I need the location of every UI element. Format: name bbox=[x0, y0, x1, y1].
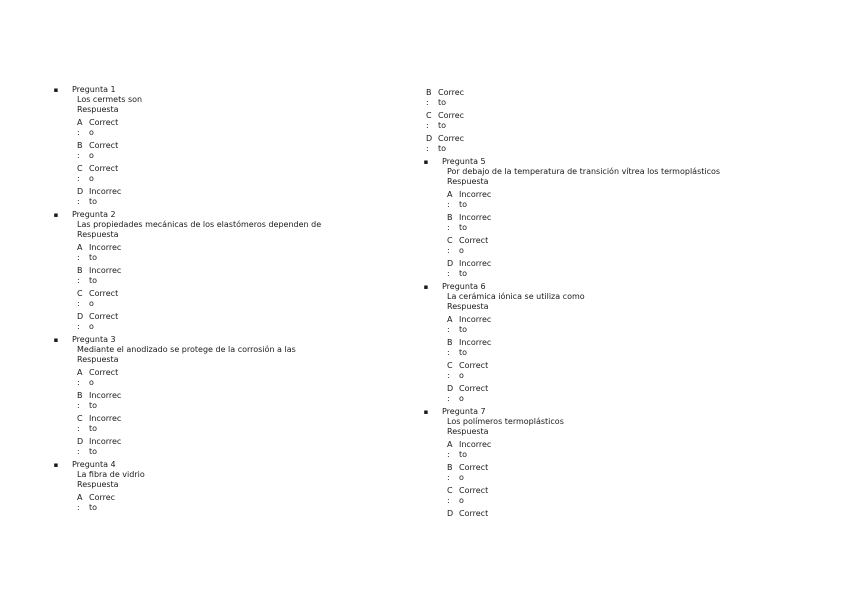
option-status-cont: to bbox=[89, 424, 98, 433]
option-row bbox=[77, 312, 391, 322]
option-colon: : bbox=[447, 223, 450, 232]
option-letter: B bbox=[447, 213, 453, 222]
answer-option bbox=[77, 187, 391, 207]
option-row bbox=[77, 414, 391, 424]
option-status: Incorrec bbox=[459, 315, 492, 324]
option-status-cont: to bbox=[459, 325, 468, 334]
option-row-cont bbox=[77, 401, 391, 411]
option-row bbox=[447, 315, 761, 325]
question-text: La cerámica iónica se utiliza como bbox=[447, 292, 585, 301]
option-row-cont bbox=[447, 269, 761, 279]
bullet-icon: ▪ bbox=[53, 86, 59, 94]
question-item bbox=[51, 210, 391, 332]
question-text: Mediante el anodizado se protege de la corrosión a las bbox=[77, 345, 296, 354]
option-letter: B bbox=[447, 463, 453, 472]
question-body bbox=[72, 345, 391, 457]
answer-option bbox=[77, 368, 391, 388]
option-letter: D bbox=[77, 437, 84, 446]
option-colon: : bbox=[447, 269, 450, 278]
option-row bbox=[77, 141, 391, 151]
option-row-cont bbox=[426, 144, 761, 154]
question-item bbox=[421, 157, 761, 279]
option-status: Correc bbox=[438, 134, 465, 143]
bullet-icon: ▪ bbox=[423, 283, 429, 291]
option-row bbox=[447, 384, 761, 394]
bullet-icon: ▪ bbox=[53, 336, 59, 344]
option-row-cont bbox=[447, 246, 761, 256]
option-row-cont bbox=[447, 325, 761, 335]
option-letter: C bbox=[77, 414, 83, 423]
option-status: Correct bbox=[459, 509, 489, 518]
option-status-cont: to bbox=[459, 269, 468, 278]
answer-option bbox=[447, 338, 761, 358]
answer-option bbox=[447, 361, 761, 381]
option-row bbox=[426, 88, 761, 98]
option-status: Correct bbox=[89, 141, 119, 150]
option-status-cont: o bbox=[459, 371, 464, 380]
option-row bbox=[77, 118, 391, 128]
answer-option bbox=[447, 486, 761, 506]
continued-options bbox=[421, 88, 761, 154]
option-status: Correct bbox=[89, 312, 119, 321]
question-item bbox=[51, 460, 391, 513]
option-colon: : bbox=[447, 496, 450, 505]
option-row bbox=[77, 368, 391, 378]
answer-option bbox=[447, 509, 761, 519]
option-status: Incorrec bbox=[459, 338, 492, 347]
answer-option bbox=[77, 437, 391, 457]
answer-label: Respuesta bbox=[77, 105, 119, 114]
option-row-cont bbox=[447, 450, 761, 460]
option-status-cont: to bbox=[89, 197, 98, 206]
option-letter: B bbox=[77, 141, 83, 150]
option-row-cont bbox=[447, 200, 761, 210]
option-status-cont: o bbox=[459, 496, 464, 505]
option-status-cont: o bbox=[89, 322, 94, 331]
option-row-cont bbox=[77, 276, 391, 286]
question-body bbox=[72, 220, 391, 332]
option-row-cont bbox=[426, 121, 761, 131]
option-status-cont: o bbox=[89, 128, 94, 137]
option-row-cont bbox=[77, 151, 391, 161]
option-letter: A bbox=[77, 493, 83, 502]
option-colon: : bbox=[426, 144, 429, 153]
answer-label: Respuesta bbox=[447, 177, 489, 186]
option-colon: : bbox=[447, 348, 450, 357]
option-colon: : bbox=[77, 299, 80, 308]
option-status-cont: o bbox=[89, 151, 94, 160]
option-letter: D bbox=[77, 187, 84, 196]
answer-option bbox=[447, 190, 761, 210]
option-status-cont: to bbox=[438, 121, 447, 130]
option-letter: B bbox=[447, 338, 453, 347]
option-status: Incorrec bbox=[89, 391, 122, 400]
answer-label: Respuesta bbox=[77, 355, 119, 364]
option-status: Correc bbox=[438, 88, 465, 97]
option-colon: : bbox=[447, 473, 450, 482]
option-status: Correct bbox=[89, 164, 119, 173]
option-letter: B bbox=[426, 88, 432, 97]
option-row bbox=[447, 463, 761, 473]
option-letter: C bbox=[426, 111, 432, 120]
option-colon: : bbox=[77, 378, 80, 387]
option-row-cont bbox=[77, 503, 391, 513]
answer-option bbox=[77, 266, 391, 286]
option-status-cont: to bbox=[438, 98, 447, 107]
option-colon: : bbox=[426, 121, 429, 130]
option-status-cont: o bbox=[89, 378, 94, 387]
option-status: Correct bbox=[89, 368, 119, 377]
option-row-cont bbox=[77, 197, 391, 207]
option-row bbox=[77, 164, 391, 174]
option-status: Incorrec bbox=[459, 440, 492, 449]
option-status: Incorrec bbox=[459, 259, 492, 268]
option-status-cont: to bbox=[89, 447, 98, 456]
option-status: Incorrec bbox=[459, 190, 492, 199]
answer-option bbox=[447, 384, 761, 404]
question-title: Pregunta 3 bbox=[72, 335, 116, 344]
bullet-icon: ▪ bbox=[53, 461, 59, 469]
option-row bbox=[426, 111, 761, 121]
question-title: Pregunta 7 bbox=[442, 407, 486, 416]
option-row bbox=[447, 236, 761, 246]
option-colon: : bbox=[447, 394, 450, 403]
option-colon: : bbox=[77, 276, 80, 285]
question-text: Las propiedades mecánicas de los elastómeros dependen de bbox=[77, 220, 322, 229]
question-title: Pregunta 4 bbox=[72, 460, 116, 469]
option-row-cont bbox=[447, 223, 761, 233]
option-row-cont bbox=[77, 128, 391, 138]
question-title: Pregunta 5 bbox=[442, 157, 486, 166]
option-letter: B bbox=[77, 391, 83, 400]
option-row-cont bbox=[77, 447, 391, 457]
option-colon: : bbox=[77, 197, 80, 206]
question-item bbox=[421, 407, 761, 519]
option-letter: A bbox=[447, 440, 453, 449]
option-row bbox=[77, 266, 391, 276]
question-body bbox=[442, 417, 761, 519]
bullet-icon: ▪ bbox=[423, 408, 429, 416]
answer-option bbox=[447, 259, 761, 279]
question-item bbox=[51, 335, 391, 457]
option-status-cont: to bbox=[89, 276, 98, 285]
option-letter: A bbox=[447, 190, 453, 199]
option-row bbox=[447, 440, 761, 450]
option-colon: : bbox=[77, 447, 80, 456]
question-title: Pregunta 2 bbox=[72, 210, 116, 219]
option-colon: : bbox=[77, 253, 80, 262]
option-status: Correct bbox=[459, 486, 489, 495]
option-status: Correc bbox=[438, 111, 465, 120]
option-status: Correct bbox=[459, 384, 489, 393]
option-row bbox=[447, 213, 761, 223]
option-letter: A bbox=[77, 118, 83, 127]
option-letter: C bbox=[77, 164, 83, 173]
question-body bbox=[72, 470, 391, 513]
option-status: Incorrec bbox=[89, 437, 122, 446]
option-letter: D bbox=[447, 259, 454, 268]
answer-option bbox=[77, 391, 391, 411]
option-row bbox=[447, 361, 761, 371]
left-column bbox=[51, 85, 391, 516]
answer-label: Respuesta bbox=[77, 480, 119, 489]
answer-option bbox=[426, 134, 761, 154]
option-status: Correct bbox=[459, 236, 489, 245]
answer-option bbox=[447, 440, 761, 460]
option-colon: : bbox=[77, 503, 80, 512]
option-row-cont bbox=[447, 348, 761, 358]
option-row-cont bbox=[426, 98, 761, 108]
option-row-cont bbox=[447, 496, 761, 506]
option-row-cont bbox=[77, 299, 391, 309]
option-row bbox=[77, 289, 391, 299]
option-status: Incorrec bbox=[459, 213, 492, 222]
option-status-cont: to bbox=[89, 401, 98, 410]
answer-label: Respuesta bbox=[447, 427, 489, 436]
answer-option bbox=[77, 414, 391, 434]
option-row bbox=[77, 437, 391, 447]
question-body bbox=[72, 95, 391, 207]
option-row-cont bbox=[77, 424, 391, 434]
option-letter: B bbox=[77, 266, 83, 275]
option-status-cont: to bbox=[89, 503, 98, 512]
answer-option bbox=[77, 493, 391, 513]
option-row bbox=[447, 190, 761, 200]
question-text: Por debajo de la temperatura de transición vítrea los termoplásticos bbox=[447, 167, 721, 176]
right-column bbox=[421, 88, 761, 522]
option-colon: : bbox=[77, 322, 80, 331]
option-colon: : bbox=[426, 98, 429, 107]
option-row-cont bbox=[77, 378, 391, 388]
option-letter: C bbox=[77, 289, 83, 298]
answer-option bbox=[447, 463, 761, 483]
option-colon: : bbox=[77, 401, 80, 410]
question-body bbox=[442, 167, 761, 279]
option-status-cont: to bbox=[459, 223, 468, 232]
option-row-cont bbox=[77, 174, 391, 184]
option-letter: C bbox=[447, 361, 453, 370]
question-title: Pregunta 1 bbox=[72, 85, 116, 94]
option-letter: A bbox=[77, 243, 83, 252]
bullet-icon: ▪ bbox=[423, 158, 429, 166]
option-colon: : bbox=[447, 325, 450, 334]
answer-option bbox=[77, 243, 391, 263]
option-status: Incorrec bbox=[89, 414, 122, 423]
option-row bbox=[447, 486, 761, 496]
answer-option bbox=[77, 312, 391, 332]
option-status: Incorrec bbox=[89, 266, 122, 275]
answer-option bbox=[426, 111, 761, 131]
option-row bbox=[447, 259, 761, 269]
option-row-cont bbox=[77, 253, 391, 263]
option-status: Correct bbox=[89, 118, 119, 127]
question-title: Pregunta 6 bbox=[442, 282, 486, 291]
question-text: Los cermets son bbox=[77, 95, 143, 104]
option-row bbox=[77, 187, 391, 197]
answer-option bbox=[447, 213, 761, 233]
option-letter: C bbox=[447, 236, 453, 245]
option-row bbox=[447, 509, 761, 519]
option-row bbox=[77, 493, 391, 503]
option-status-cont: to bbox=[459, 200, 468, 209]
question-text: Los polímeros termoplásticos bbox=[447, 417, 564, 426]
answer-option bbox=[447, 315, 761, 335]
option-status-cont: to bbox=[89, 253, 98, 262]
option-status-cont: to bbox=[438, 144, 447, 153]
option-colon: : bbox=[77, 151, 80, 160]
option-colon: : bbox=[447, 246, 450, 255]
option-letter: D bbox=[447, 384, 454, 393]
question-body bbox=[442, 292, 761, 404]
option-colon: : bbox=[447, 450, 450, 459]
option-status: Correct bbox=[459, 463, 489, 472]
option-colon: : bbox=[447, 200, 450, 209]
option-status-cont: o bbox=[459, 246, 464, 255]
option-colon: : bbox=[77, 424, 80, 433]
option-status-cont: o bbox=[89, 299, 94, 308]
option-letter: A bbox=[447, 315, 453, 324]
option-status-cont: o bbox=[459, 473, 464, 482]
bullet-icon: ▪ bbox=[53, 211, 59, 219]
answer-option bbox=[447, 236, 761, 256]
option-colon: : bbox=[77, 174, 80, 183]
option-letter: D bbox=[77, 312, 84, 321]
option-status: Incorrec bbox=[89, 243, 122, 252]
option-status-cont: to bbox=[459, 348, 468, 357]
question-text: La fibra de vidrio bbox=[77, 470, 145, 479]
option-status: Correc bbox=[89, 493, 116, 502]
answer-label: Respuesta bbox=[77, 230, 119, 239]
question-item bbox=[51, 85, 391, 207]
option-status: Correct bbox=[459, 361, 489, 370]
option-status: Correct bbox=[89, 289, 119, 298]
option-colon: : bbox=[77, 128, 80, 137]
option-status-cont: o bbox=[89, 174, 94, 183]
option-row bbox=[77, 391, 391, 401]
option-status-cont: o bbox=[459, 394, 464, 403]
option-row bbox=[77, 243, 391, 253]
question-item bbox=[421, 282, 761, 404]
answer-option bbox=[77, 164, 391, 184]
option-row-cont bbox=[447, 473, 761, 483]
answer-option bbox=[77, 118, 391, 138]
option-row-cont bbox=[77, 322, 391, 332]
option-row bbox=[447, 338, 761, 348]
answer-option bbox=[426, 88, 761, 108]
option-colon: : bbox=[447, 371, 450, 380]
answer-option bbox=[77, 289, 391, 309]
option-row-cont bbox=[447, 371, 761, 381]
option-row-cont bbox=[447, 394, 761, 404]
option-status-cont: to bbox=[459, 450, 468, 459]
answer-option bbox=[77, 141, 391, 161]
option-row bbox=[426, 134, 761, 144]
answer-label: Respuesta bbox=[447, 302, 489, 311]
option-letter: C bbox=[447, 486, 453, 495]
option-letter: A bbox=[77, 368, 83, 377]
option-letter: D bbox=[426, 134, 433, 143]
option-status: Incorrec bbox=[89, 187, 122, 196]
option-letter: D bbox=[447, 509, 454, 518]
